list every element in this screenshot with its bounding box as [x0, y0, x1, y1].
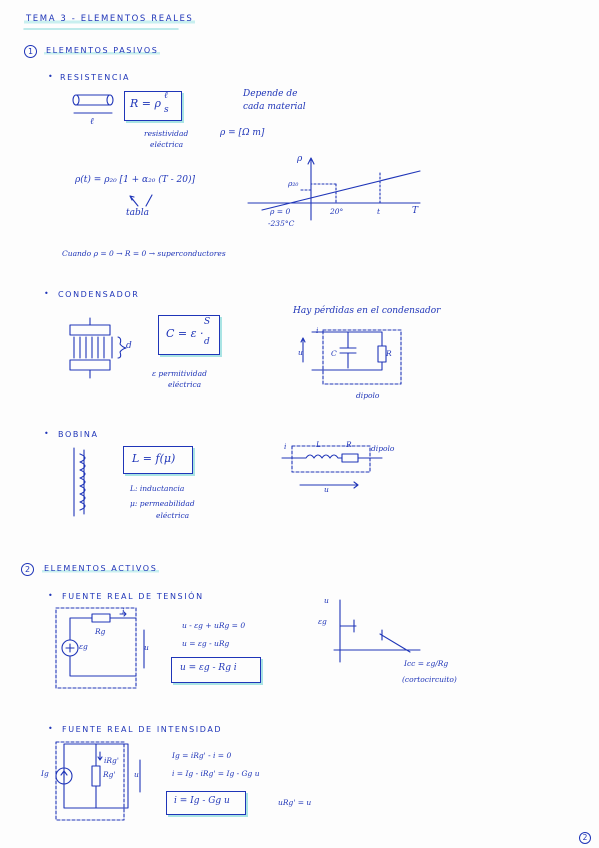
graph-20-deg: 20°	[330, 207, 344, 216]
cap-dipolo: dipolo	[356, 391, 380, 400]
capacitor-losses-note: Hay pérdidas en el condensador	[293, 306, 441, 316]
vs-graph-eg: εg	[318, 617, 327, 626]
cap-circuit-c: C	[331, 349, 337, 358]
cap-circuit-r: R	[386, 349, 392, 358]
graph-rho-zero: ρ = 0	[270, 207, 291, 216]
vs-graph-icc: Icc = εg/Rg	[404, 659, 449, 668]
cs-note: uRg' = u	[278, 798, 312, 807]
resistivity-units: ρ = [Ω m]	[220, 128, 265, 138]
vs-equation-boxed: u = εg - Rg i	[180, 663, 237, 673]
cs-circuit-u: u	[134, 770, 139, 779]
cs-equation-2: i = Ig - iRg' = Ig - Gg u	[172, 769, 260, 778]
coil-circuit-l: L	[316, 440, 321, 449]
vs-equation-1: u - εg + uRg = 0	[182, 621, 246, 630]
superconductor-note: Cuando ρ = 0 → R = 0 → superconductores	[62, 249, 226, 258]
current-source-heading: FUENTE REAL DE INTENSIDAD	[62, 725, 223, 734]
permittivity-label-1: ε permitividad	[152, 369, 207, 378]
inductance-label-2: μ: permeabilidad	[130, 499, 195, 508]
bullet-icon: •	[44, 289, 49, 298]
coil-icon	[74, 448, 85, 516]
section-title-active: ELEMENTOS ACTIVOS	[44, 564, 158, 573]
graph-t: t	[377, 207, 381, 216]
vs-circuit-u: u	[144, 643, 149, 652]
resistivity-label-2: eléctrica	[150, 140, 184, 149]
capacitor-plates-icon	[70, 318, 126, 378]
coil-circuit	[282, 446, 382, 488]
permittivity-label-2: eléctrica	[168, 380, 202, 389]
condensador-heading: CONDENSADOR	[58, 290, 140, 299]
bullet-icon: •	[44, 429, 49, 438]
capacitor-losses-circuit	[301, 330, 401, 384]
resistencia-heading: RESISTENCIA	[60, 73, 131, 82]
resistivity-label-1: resistividad	[144, 129, 189, 138]
page-number: 2	[579, 832, 591, 844]
material-note-2: cada material	[243, 102, 306, 112]
vs-circuit-rg: Rg	[95, 627, 106, 636]
cap-circuit-u: u	[298, 348, 303, 357]
capacitance-formula: C = ε ·	[166, 327, 204, 340]
page-title: TEMA 3 - ELEMENTOS REALES	[26, 14, 194, 24]
graph-rho20: ρ₂₀	[288, 179, 299, 188]
cs-circuit-irg: iRg'	[104, 756, 119, 765]
material-note-1: Depende de	[243, 89, 298, 99]
vs-graph-short: (cortocircuito)	[402, 675, 457, 684]
vs-circuit-eg: εg	[79, 642, 88, 651]
section-title-passive: ELEMENTOS PASIVOS	[46, 46, 159, 55]
capacitance-formula-num: S	[204, 317, 211, 327]
coil-dipolo: dipolo	[371, 444, 395, 453]
tension-source-heading: FUENTE REAL DE TENSIÓN	[62, 592, 204, 601]
current-source-circuit	[56, 742, 140, 820]
vs-circuit-i: i	[122, 607, 125, 616]
bobina-heading: BOBINA	[58, 430, 99, 439]
resistance-formula-den: s	[164, 105, 169, 115]
graph-axis-t: T	[412, 206, 419, 216]
inductance-label-3: eléctrica	[156, 511, 190, 520]
vs-graph-u: u	[324, 596, 329, 605]
cap-circuit-i: i	[316, 326, 319, 335]
temperature-formula: ρ(t) = ρ₂₀ [1 + α₂₀ (T - 20)]	[75, 175, 195, 185]
cs-equation-boxed: i = Ig - Gg u	[174, 796, 230, 806]
resistivity-graph	[248, 158, 420, 220]
inductance-label-1: L: inductancia	[130, 484, 185, 493]
coil-circuit-r: R	[346, 440, 352, 449]
cs-circuit-rg: Rg'	[103, 770, 116, 779]
tabla-arrows	[130, 195, 152, 206]
wire-cylinder-icon	[73, 95, 113, 113]
graph-axis-rho: ρ	[297, 154, 303, 164]
graph-neg-temp: -235°C	[268, 219, 295, 228]
tabla-label: tabla	[126, 208, 149, 218]
plate-distance-label: d	[126, 341, 132, 351]
capacitance-formula-den: d	[204, 337, 210, 347]
resistance-formula: R = ρ	[130, 97, 161, 110]
voltage-source-graph	[334, 600, 420, 662]
bullet-icon: •	[48, 72, 53, 81]
section-number-2: 2	[21, 563, 34, 576]
bullet-icon: •	[48, 591, 53, 600]
resistance-formula-num: ℓ	[164, 91, 168, 101]
section-number-1: 1	[24, 45, 37, 58]
cs-circuit-ig: Ig	[41, 769, 49, 778]
bullet-icon: •	[48, 724, 53, 733]
wire-length-label: ℓ	[90, 117, 94, 127]
inductance-formula: L = f(μ)	[132, 452, 176, 465]
voltage-source-circuit	[56, 608, 144, 688]
coil-circuit-i: i	[284, 442, 287, 451]
cs-equation-1: Ig = iRg' - i = 0	[172, 751, 232, 760]
vs-equation-2: u = εg - uRg	[182, 639, 230, 648]
coil-circuit-u: u	[324, 485, 329, 494]
